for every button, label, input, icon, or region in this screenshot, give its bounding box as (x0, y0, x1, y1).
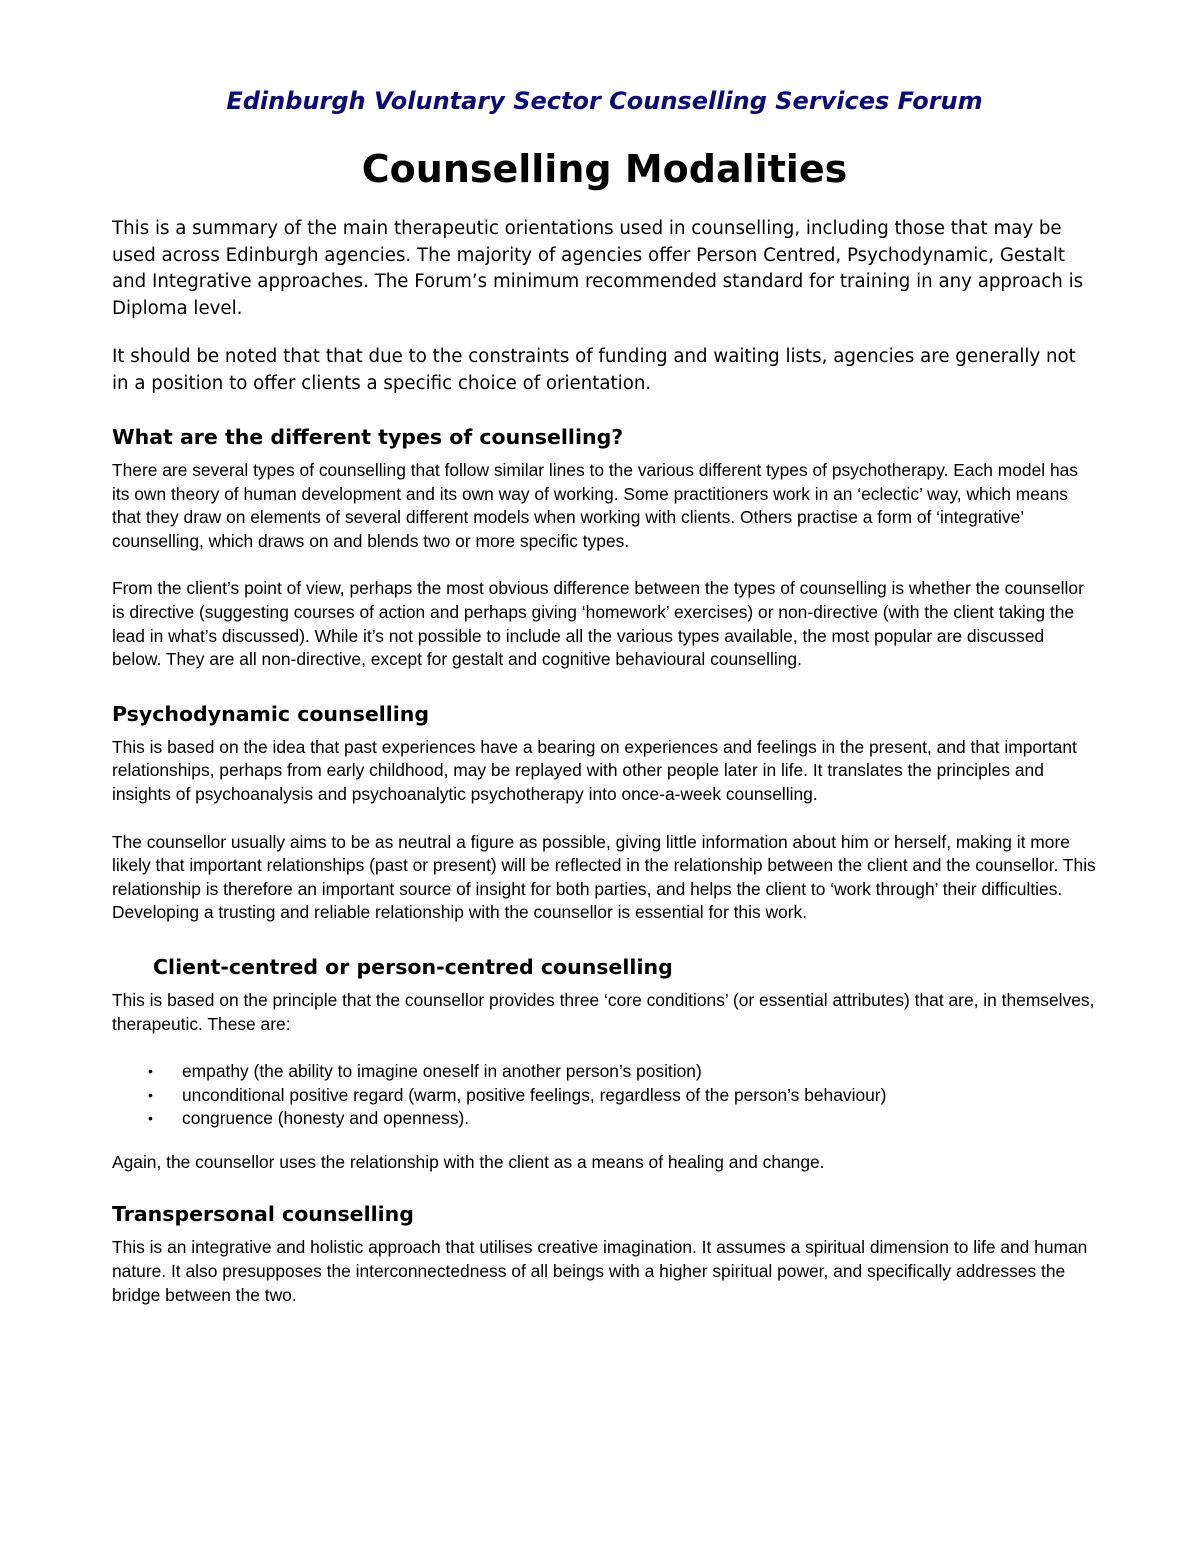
bullet-icon: • (148, 1086, 153, 1103)
list-item: • unconditional positive regard (warm, positive feelings, regardless of the person’s behaviour) (182, 1084, 1097, 1108)
document-page (112, 84, 1097, 1331)
transpersonal-heading: Transpersonal counselling (112, 1202, 414, 1227)
types-heading: What are the different types of counselling? (112, 425, 624, 449)
client-centred-closing (112, 1151, 1097, 1175)
psychodynamic-paragraph-1: This is based on the idea that past experiences have a bearing on experiences and feelings in the present, and that important relationships, perhaps from early childhood, may be replayed with other people later in life. It translates the principles and insights of psychoanalysis and psychoanalytic psychotherapy into once-a-week counselling. (112, 736, 1077, 804)
transpersonal-section (112, 1236, 1097, 1307)
types-paragraph-2: From the client’s point of view, perhaps the most obvious difference between the types of counselling is whether the counsellor is directive (suggesting courses of action and perhaps giving ‘homework’ exercises) or non-directive (with the client taking the lead in what’s discussed). While it’s not possible to include all the various types available, the most popular are discussed below. They are all non-directive, except for gestalt and cognitive behavioural counselling. (112, 578, 1084, 670)
intro-paragraph-1: This is a summary of the main therapeutic orientations used in counselling, including those that may be used across Edinburgh agencies. The majority of agencies offer Person Centred, Psychodynamic, Gestalt and Integrative approaches. The Forum’s minimum recommended standard for training in any approach is Diploma level. (112, 218, 1084, 319)
psychodynamic-paragraph-2: The counsellor usually aims to be as neutral a figure as possible, giving little information about him or herself, making it more likely that important relationships (past or present) will be reflected in the relationship between the client and the counsellor. This relationship is therefore an important source of insight for both parties, and helps the client to ‘work through’ their difficulties. Developing a trusting and reliable relationship with the counsellor is essential for this work. (112, 831, 1096, 923)
client-centred-paragraph-1: This is based on the principle that the counsellor provides three ‘core conditions’ (or essential attributes) that are, in themselves, therapeutic. These are: (112, 989, 1095, 1034)
psychodynamic-heading: Psychodynamic counselling (112, 701, 430, 726)
forum-title: Edinburgh Voluntary Sector Counselling Services Forum (226, 87, 983, 115)
client-centred-section (112, 989, 1097, 1036)
transpersonal-paragraph-1: This is an integrative and holistic approach that utilises creative imagination. It assumes a spiritual dimension to life and human nature. It also presupposes the interconnectedness of all beings with a higher spiritual power, and specifically addresses the bridge between the two. (112, 1237, 1088, 1305)
types-section (112, 459, 1097, 672)
client-centred-paragraph-2: Again, the counsellor uses the relationship with the client as a means of healing and change. (112, 1151, 825, 1172)
bullet-icon: • (148, 1110, 153, 1127)
types-paragraph-1: There are several types of counselling that follow similar lines to the various different types of psychotherapy. Each model has its own theory of human development and its own way of working. Some practitioners work in an ‘eclectic’ way, which means that they draw on elements of several different models when working with clients. Others practise a form of ‘integrative’ counselling, which draws on and blends two or more specific types. (112, 460, 1079, 551)
page-title: Counselling Modalities (361, 147, 848, 191)
list-item: • congruence (honesty and openness). (182, 1107, 1097, 1131)
client-centred-heading: Client-centred or person-centred counselling (153, 954, 673, 979)
core-conditions-list (112, 1060, 1097, 1131)
list-item: • empathy (the ability to imagine oneself in another person’s position) (182, 1060, 1097, 1084)
intro-paragraph-2: It should be noted that that due to the constraints of funding and waiting lists, agencies are generally not in a position to offer clients a specific choice of orientation. (112, 346, 1076, 394)
bullet-icon: • (148, 1063, 153, 1080)
psychodynamic-section (112, 736, 1097, 925)
